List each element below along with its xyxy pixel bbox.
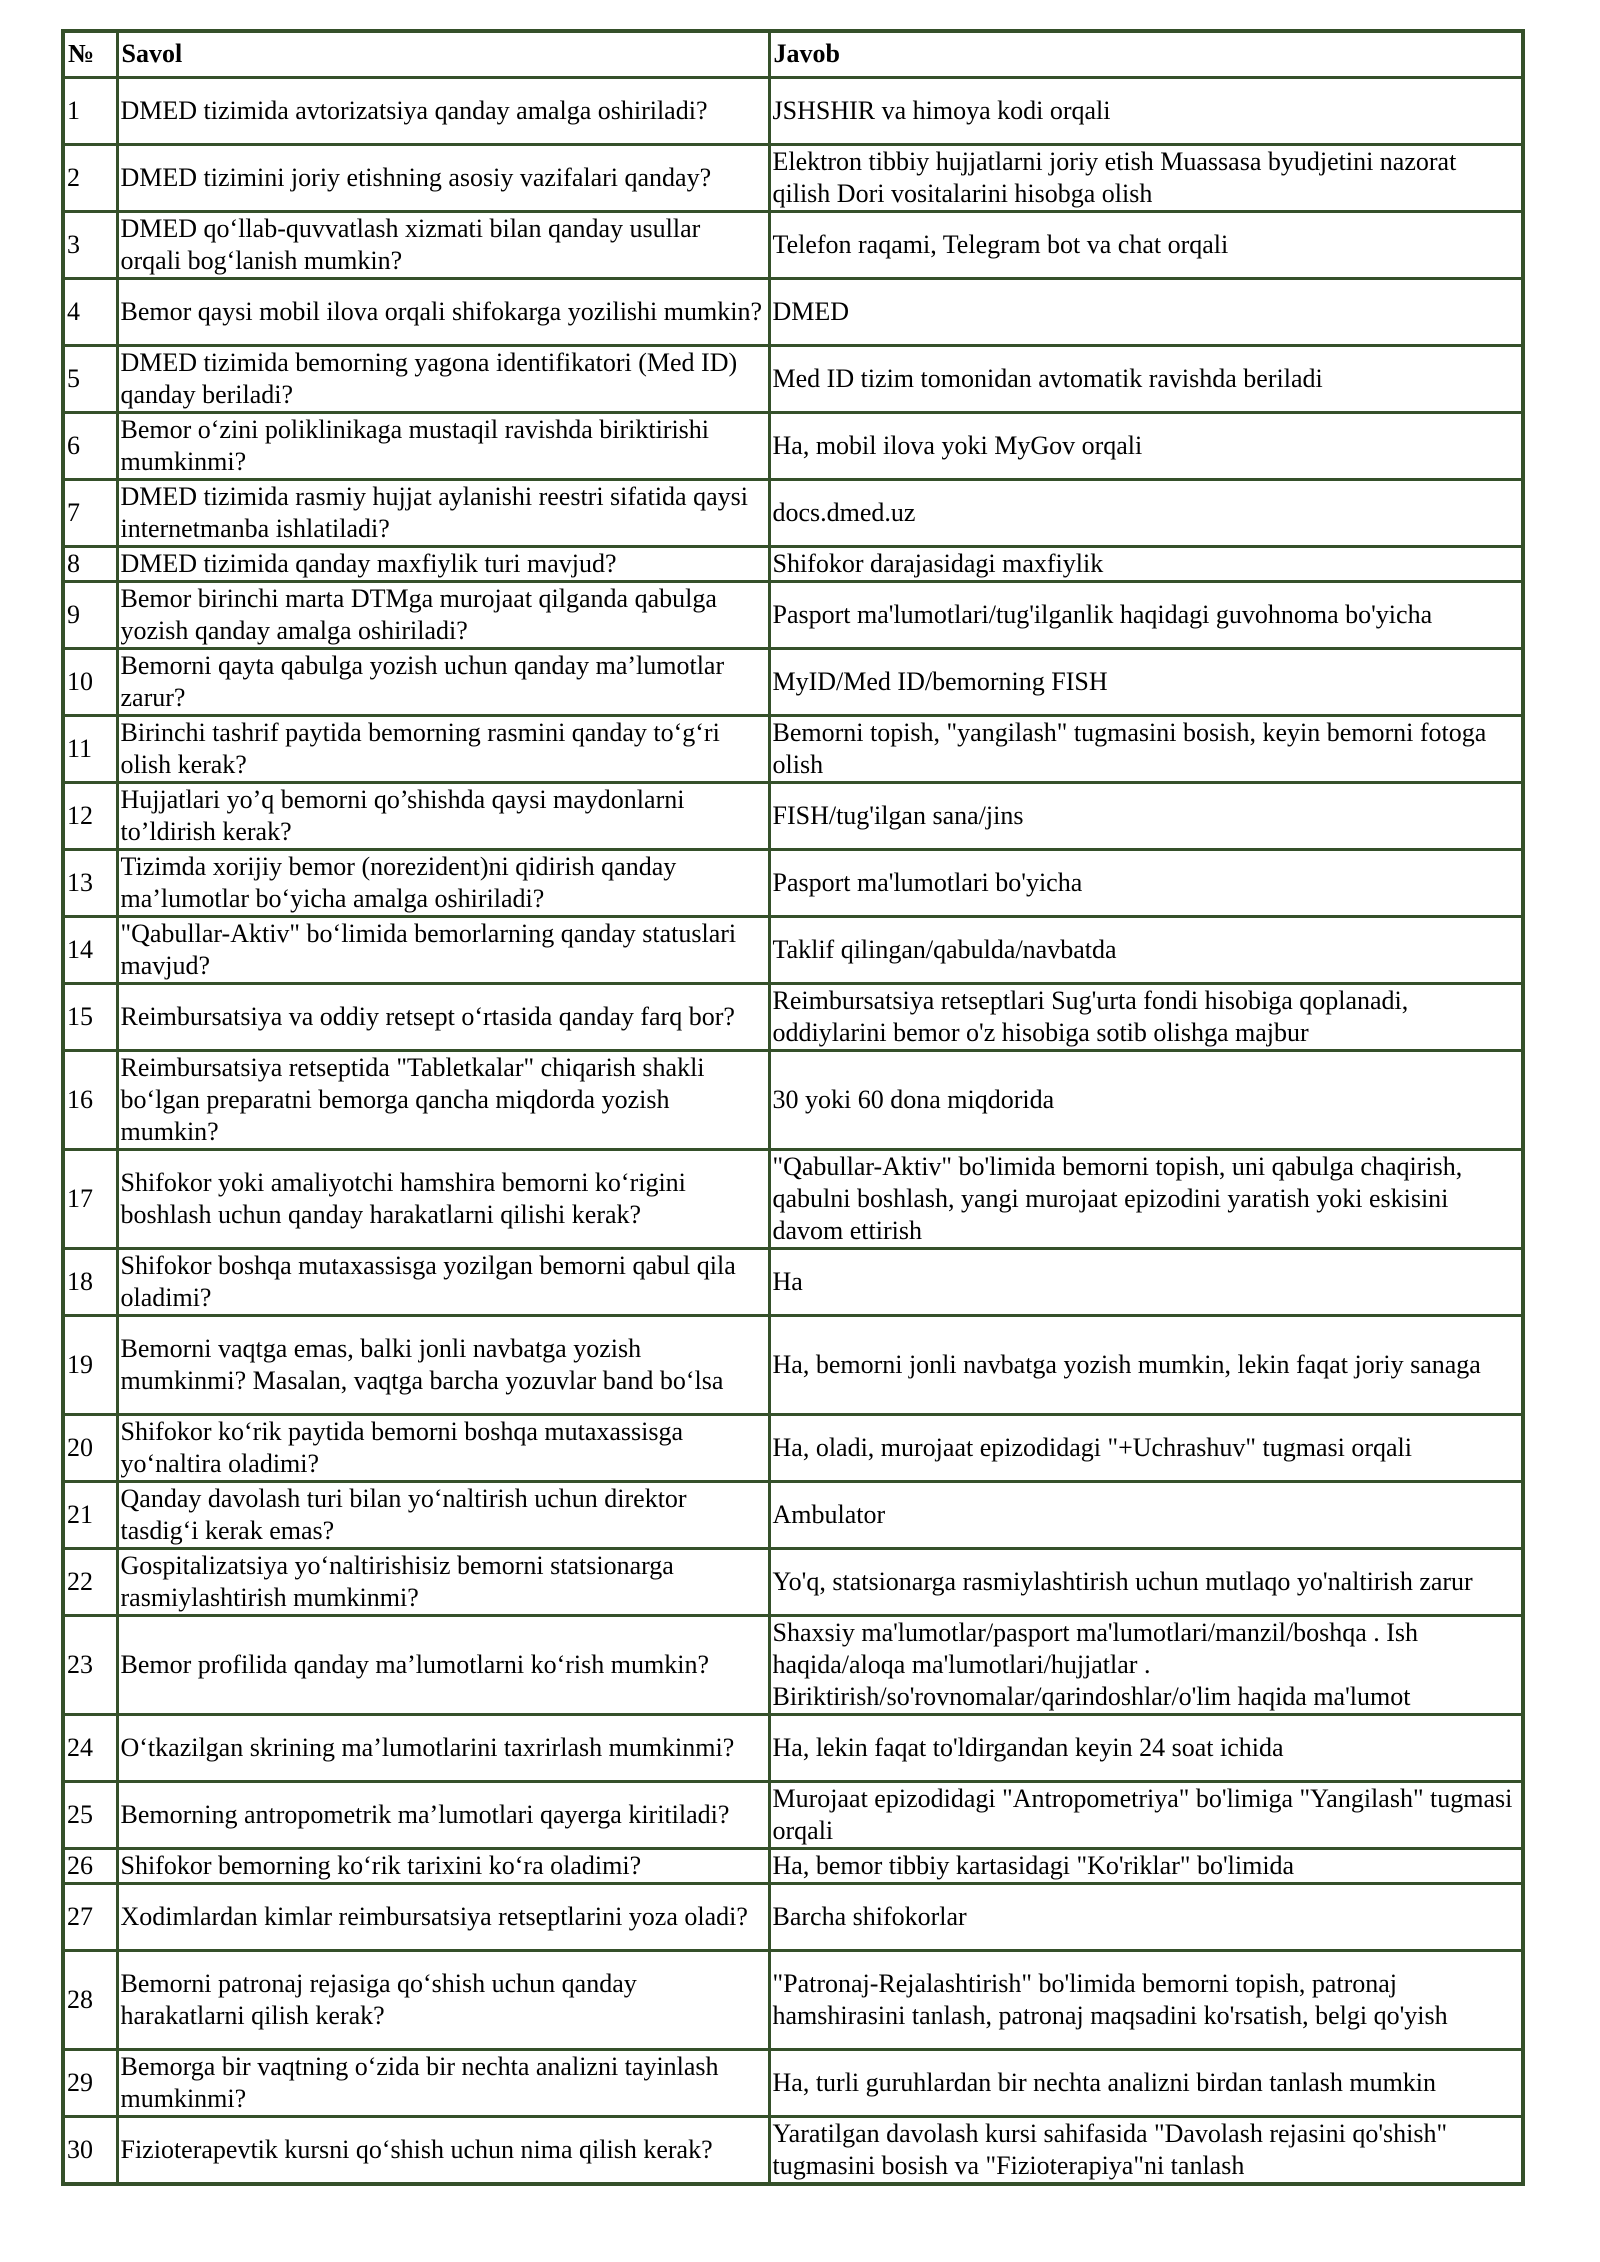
table-row: [63, 1615, 1523, 1714]
table-row: [63, 983, 1523, 1050]
row-question: Hujjatlari yo’q bemorni qo’shishda qaysi maydonlarni to’ldirish kerak?: [117, 782, 769, 849]
row-number: 12: [63, 782, 117, 849]
row-number: 7: [63, 479, 117, 546]
row-question: Bemor birinchi marta DTMga murojaat qilganda qabulga yozish qanday amalga oshiriladi?: [117, 581, 769, 648]
row-question: DMED tizimini joriy etishning asosiy vazifalari qanday?: [117, 144, 769, 211]
table-row: [63, 1950, 1523, 2049]
row-number: 25: [63, 1781, 117, 1848]
row-answer: Shifokor darajasidagi maxfiylik: [769, 546, 1523, 581]
row-number: 28: [63, 1950, 117, 2049]
row-number: 21: [63, 1481, 117, 1548]
row-question: Shifokor bemorning ko‘rik tarixini ko‘ra oladimi?: [117, 1848, 769, 1883]
row-number: 1: [63, 77, 117, 144]
row-number: 5: [63, 345, 117, 412]
row-question: Xodimlardan kimlar reimbursatsiya retseptlarini yoza oladi?: [117, 1883, 769, 1950]
row-answer: Pasport ma'lumotlari bo'yicha: [769, 849, 1523, 916]
row-number: 26: [63, 1848, 117, 1883]
row-number: 10: [63, 648, 117, 715]
row-question: DMED tizimida rasmiy hujjat aylanishi reestri sifatida qaysi internetmanba ishlatiladi?: [117, 479, 769, 546]
row-answer: Taklif qilingan/qabulda/navbatda: [769, 916, 1523, 983]
row-number: 16: [63, 1050, 117, 1149]
row-answer: Med ID tizim tomonidan avtomatik ravishda beriladi: [769, 345, 1523, 412]
row-answer: Bemorni topish, "yangilash" tugmasini bosish, keyin bemorni fotoga olish: [769, 715, 1523, 782]
row-number: 29: [63, 2049, 117, 2116]
row-answer: Reimbursatsiya retseptlari Sug'urta fondi hisobiga qoplanadi, oddiylarini bemor o'z hisobiga sotib olishga majbur: [769, 983, 1523, 1050]
row-answer: Yaratilgan davolash kursi sahifasida "Davolash rejasini qo'shish" tugmasini bosish va "Fizioterapiya"ni tanlash: [769, 2116, 1523, 2184]
header-question: Savol: [117, 31, 769, 77]
row-question: DMED qo‘llab-quvvatlash xizmati bilan qanday usullar orqali bog‘lanish mumkin?: [117, 211, 769, 278]
row-number: 27: [63, 1883, 117, 1950]
row-number: 14: [63, 916, 117, 983]
table-row: [63, 1848, 1523, 1883]
row-question: Fizioterapevtik kursni qo‘shish uchun nima qilish kerak?: [117, 2116, 769, 2184]
row-number: 2: [63, 144, 117, 211]
table-row: [63, 278, 1523, 345]
table-row: [63, 1883, 1523, 1950]
header-answer: Javob: [769, 31, 1523, 77]
row-answer: Ha, oladi, murojaat epizodidagi "+Uchrashuv" tugmasi orqali: [769, 1414, 1523, 1481]
row-number: 15: [63, 983, 117, 1050]
row-answer: Pasport ma'lumotlari/tug'ilganlik haqidagi guvohnoma bo'yicha: [769, 581, 1523, 648]
row-question: Bemorga bir vaqtning o‘zida bir nechta analizni tayinlash mumkinmi?: [117, 2049, 769, 2116]
row-answer: Ha, turli guruhlardan bir nechta analizni birdan tanlash mumkin: [769, 2049, 1523, 2116]
row-question: "Qabullar-Aktiv" bo‘limida bemorlarning qanday statuslari mavjud?: [117, 916, 769, 983]
row-question: Bemorni vaqtga emas, balki jonli navbatga yozish mumkinmi? Masalan, vaqtga barcha yozuvlar band bo‘lsa: [117, 1315, 769, 1414]
table-row: [63, 479, 1523, 546]
table-body: [63, 77, 1523, 2184]
table-row: [63, 916, 1523, 983]
row-question: Bemorni qayta qabulga yozish uchun qanday ma’lumotlar zarur?: [117, 648, 769, 715]
table-row: [63, 1548, 1523, 1615]
row-question: Reimbursatsiya va oddiy retsept o‘rtasida qanday farq bor?: [117, 983, 769, 1050]
row-question: Shifokor yoki amaliyotchi hamshira bemorni ko‘rigini boshlash uchun qanday harakatlarni qilishi kerak?: [117, 1149, 769, 1248]
row-question: Shifokor boshqa mutaxassisga yozilgan bemorni qabul qila oladimi?: [117, 1248, 769, 1315]
row-answer: Ha, mobil ilova yoki MyGov orqali: [769, 412, 1523, 479]
row-question: Bemor profilida qanday ma’lumotlarni ko‘rish mumkin?: [117, 1615, 769, 1714]
row-question: Shifokor ko‘rik paytida bemorni boshqa mutaxassisga yo‘naltira oladimi?: [117, 1414, 769, 1481]
row-question: DMED tizimida bemorning yagona identifikatori (Med ID) qanday beriladi?: [117, 345, 769, 412]
row-number: 13: [63, 849, 117, 916]
row-question: Qanday davolash turi bilan yo‘naltirish uchun direktor tasdig‘i kerak emas?: [117, 1481, 769, 1548]
table-row: [63, 1149, 1523, 1248]
header-number: №: [63, 31, 117, 77]
row-question: Bemorning antropometrik ma’lumotlari qayerga kiritiladi?: [117, 1781, 769, 1848]
header-row: [63, 31, 1523, 77]
table-row: [63, 211, 1523, 278]
row-number: 23: [63, 1615, 117, 1714]
row-answer: Ha, bemorni jonli navbatga yozish mumkin, lekin faqat joriy sanaga: [769, 1315, 1523, 1414]
row-number: 24: [63, 1714, 117, 1781]
row-number: 22: [63, 1548, 117, 1615]
row-number: 8: [63, 546, 117, 581]
row-answer: Elektron tibbiy hujjatlarni joriy etish Muassasa byudjetini nazorat qilish Dori vositalarini hisobga olish: [769, 144, 1523, 211]
table-row: [63, 1248, 1523, 1315]
table-row: [63, 345, 1523, 412]
row-question: Bemor o‘zini poliklinikaga mustaqil ravishda biriktirishi mumkinmi?: [117, 412, 769, 479]
row-question: Birinchi tashrif paytida bemorning rasmini qanday to‘g‘ri olish kerak?: [117, 715, 769, 782]
row-answer: 30 yoki 60 dona miqdorida: [769, 1050, 1523, 1149]
row-answer: Barcha shifokorlar: [769, 1883, 1523, 1950]
qa-table: [61, 29, 1525, 2186]
row-question: O‘tkazilgan skrining ma’lumotlarini taxrirlash mumkinmi?: [117, 1714, 769, 1781]
row-number: 19: [63, 1315, 117, 1414]
table-row: [63, 1050, 1523, 1149]
table-row: [63, 77, 1523, 144]
row-number: 9: [63, 581, 117, 648]
table-row: [63, 412, 1523, 479]
row-answer: DMED: [769, 278, 1523, 345]
row-answer: "Patronaj-Rejalashtirish" bo'limida bemorni topish, patronaj hamshirasini tanlash, patronaj maqsadini ko'rsatish, belgi qo'yish: [769, 1950, 1523, 2049]
row-question: Bemorni patronaj rejasiga qo‘shish uchun qanday harakatlarni qilish kerak?: [117, 1950, 769, 2049]
row-number: 18: [63, 1248, 117, 1315]
row-question: Bemor qaysi mobil ilova orqali shifokarga yozilishi mumkin?: [117, 278, 769, 345]
row-answer: FISH/tug'ilgan sana/jins: [769, 782, 1523, 849]
row-answer: Shaxsiy ma'lumotlar/pasport ma'lumotlari/manzil/boshqa . Ish haqida/aloqa ma'lumotlari/hujjatlar . Biriktirish/so'rovnomalar/qarindoshlar/o'lim haqida ma'lumot: [769, 1615, 1523, 1714]
table-row: [63, 849, 1523, 916]
table-row: [63, 648, 1523, 715]
table-row: [63, 546, 1523, 581]
row-number: 30: [63, 2116, 117, 2184]
table-row: [63, 1315, 1523, 1414]
row-answer: MyID/Med ID/bemorning FISH: [769, 648, 1523, 715]
row-answer: Ha: [769, 1248, 1523, 1315]
table-row: [63, 1481, 1523, 1548]
row-answer: Murojaat epizodidagi "Antropometriya" bo'limiga "Yangilash" tugmasi orqali: [769, 1781, 1523, 1848]
row-number: 11: [63, 715, 117, 782]
row-question: DMED tizimida qanday maxfiylik turi mavjud?: [117, 546, 769, 581]
row-answer: "Qabullar-Aktiv" bo'limida bemorni topish, uni qabulga chaqirish, qabulni boshlash, yangi murojaat epizodini yaratish yoki eskisini davom ettirish: [769, 1149, 1523, 1248]
row-number: 20: [63, 1414, 117, 1481]
table-row: [63, 1714, 1523, 1781]
table-row: [63, 782, 1523, 849]
row-question: Gospitalizatsiya yo‘naltirishisiz bemorni statsionarga rasmiylashtirish mumkinmi?: [117, 1548, 769, 1615]
row-number: 17: [63, 1149, 117, 1248]
row-number: 3: [63, 211, 117, 278]
table-row: [63, 1781, 1523, 1848]
table-row: [63, 2049, 1523, 2116]
row-number: 6: [63, 412, 117, 479]
row-answer: Telefon raqami, Telegram bot va chat orqali: [769, 211, 1523, 278]
row-answer: Ambulator: [769, 1481, 1523, 1548]
table-row: [63, 715, 1523, 782]
table-row: [63, 144, 1523, 211]
table-row: [63, 1414, 1523, 1481]
row-question: DMED tizimida avtorizatsiya qanday amalga oshiriladi?: [117, 77, 769, 144]
table-row: [63, 581, 1523, 648]
row-question: Tizimda xorijiy bemor (norezident)ni qidirish qanday ma’lumotlar bo‘yicha amalga oshiriladi?: [117, 849, 769, 916]
row-answer: docs.dmed.uz: [769, 479, 1523, 546]
row-question: Reimbursatsiya retseptida "Tabletkalar" chiqarish shakli bo‘lgan preparatni bemorga qancha miqdorda yozish mumkin?: [117, 1050, 769, 1149]
row-answer: Ha, bemor tibbiy kartasidagi "Ko'riklar" bo'limida: [769, 1848, 1523, 1883]
row-answer: JSHSHIR va himoya kodi orqali: [769, 77, 1523, 144]
row-number: 4: [63, 278, 117, 345]
table-row: [63, 2116, 1523, 2184]
row-answer: Yo'q, statsionarga rasmiylashtirish uchun mutlaqo yo'naltirish zarur: [769, 1548, 1523, 1615]
row-answer: Ha, lekin faqat to'ldirgandan keyin 24 soat ichida: [769, 1714, 1523, 1781]
